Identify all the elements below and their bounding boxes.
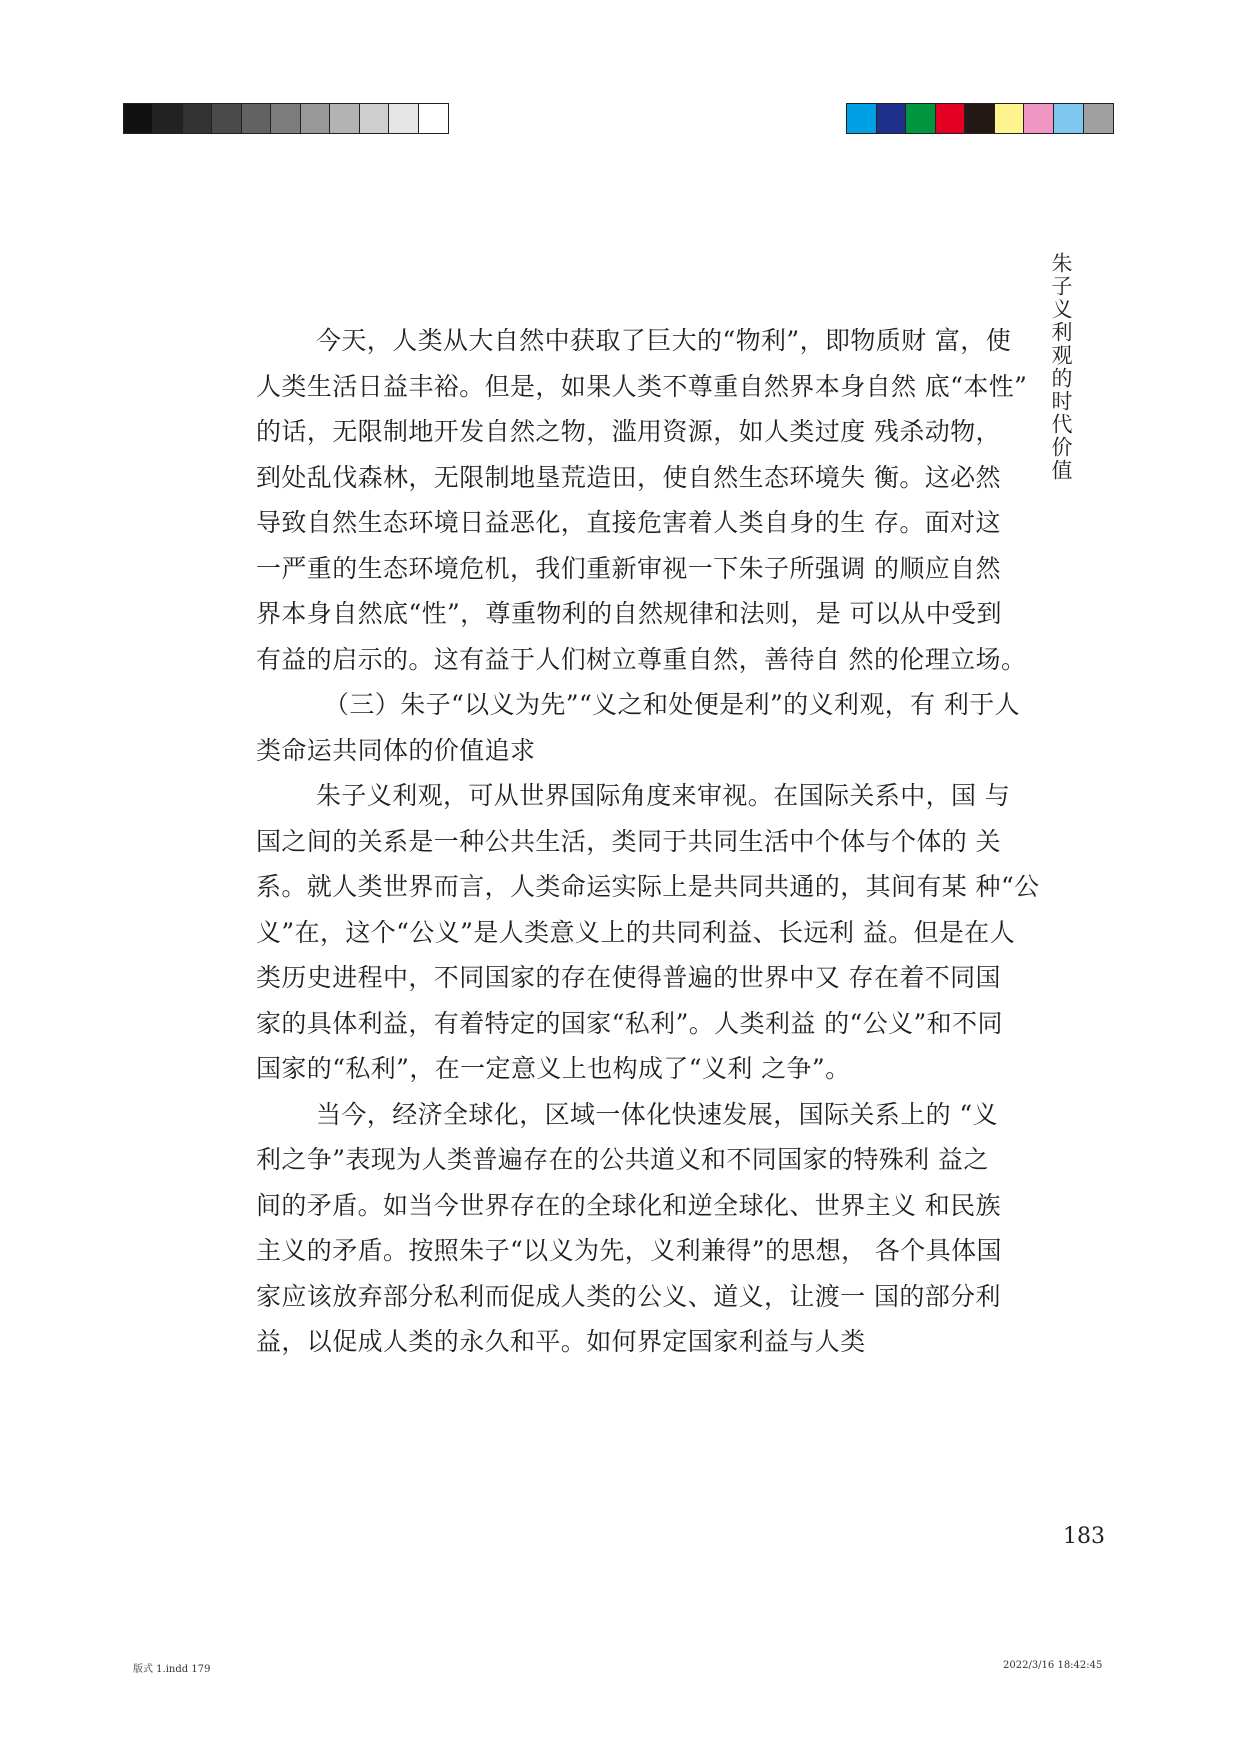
body-line: 主义的矛盾。按照朱子“以义为先，义利兼得”的思想， 各个具体国 bbox=[256, 1236, 1002, 1265]
body-line: 类命运共同体的价值追求 bbox=[256, 735, 536, 765]
body-line: 国家的“私利”，在一定意义上也构成了“义利 之争”。 bbox=[256, 1054, 851, 1083]
gray-swatch-6 bbox=[271, 104, 300, 133]
footer-timestamp: 2022/3/16 18:42:45 bbox=[1003, 1660, 1103, 1671]
body-line: 家的具体利益，有着特定的国家“私利”。人类利益 的“公义”和不同 bbox=[256, 1008, 1003, 1038]
color-swatch-1 bbox=[847, 104, 877, 133]
gray-swatch-4 bbox=[212, 104, 241, 133]
gray-swatch-10 bbox=[389, 104, 418, 133]
body-line: 国之间的关系是一种公共生活，类同于共同生活中个体与个体的 关 bbox=[256, 826, 1001, 856]
body-line: 间的矛盾。如当今世界存在的全球化和逆全球化、世界主义 和民族 bbox=[256, 1190, 1001, 1220]
color-swatch-2 bbox=[877, 104, 907, 133]
body-line: 到处乱伐森林，无限制地垦荒造田，使自然生态环境失 衡。这必然 bbox=[256, 462, 1001, 492]
color-swatch-7 bbox=[1024, 104, 1054, 133]
body-line: 一严重的生态环境危机，我们重新审视一下朱子所强调 的顺应自然 bbox=[256, 553, 1001, 583]
body-line: 界本身自然底“性”，尊重物利的自然规律和法则，是 可以从中受到 bbox=[256, 599, 1002, 628]
body-text bbox=[256, 318, 1040, 1365]
gray-swatch-11 bbox=[419, 104, 448, 133]
body-line: 朱子义利观，可从世界国际角度来审视。在国际关系中，国 与 bbox=[316, 781, 1011, 810]
body-line: 导致自然生态环境日益恶化，直接危害着人类自身的生 存。面对这 bbox=[256, 508, 1001, 537]
body-line: 义”在，这个“公义”是人类意义上的共同利益、长远利 益。但是在人 bbox=[256, 917, 1016, 947]
body-line: 利之争”表现为人类普遍存在的公共道义和不同国家的特殊利 益之 bbox=[256, 1145, 989, 1174]
gray-swatch-5 bbox=[242, 104, 271, 133]
gray-swatch-2 bbox=[153, 104, 182, 133]
body-line: 有益的启示的。这有益于人们树立尊重自然，善待自 然的伦理立场。 bbox=[256, 644, 1027, 674]
gray-swatch-9 bbox=[360, 104, 389, 133]
body-line: 家应该放弃部分私利而促成人类的公义、道义，让渡一 国的部分利 bbox=[256, 1281, 1001, 1311]
section-heading-line: （三）朱子“以义为先”“义之和处便是利”的义利观，有 利于人 bbox=[324, 690, 1021, 719]
footer-file-label: 版式 1.indd 179 bbox=[133, 1664, 211, 1675]
gray-swatch-3 bbox=[183, 104, 212, 133]
gray-swatch-7 bbox=[301, 104, 330, 133]
body-line: 当今，经济全球化，区域一体化快速发展，国际关系上的 “义 bbox=[316, 1099, 998, 1129]
color-swatch-4 bbox=[936, 104, 966, 133]
grayscale-calibration-bar bbox=[123, 103, 449, 134]
gray-swatch-1 bbox=[124, 104, 153, 133]
running-head: 朱子义利观的时代价值 bbox=[1049, 252, 1073, 482]
color-swatch-8 bbox=[1054, 104, 1084, 133]
color-swatch-5 bbox=[965, 104, 995, 133]
page-number: 183 bbox=[1063, 1524, 1105, 1549]
body-line: 系。就人类世界而言，人类命运实际上是共同共通的，其间有某 种“公 bbox=[256, 872, 1040, 901]
body-line: 人类生活日益丰裕。但是，如果人类不尊重自然界本身自然 底“本性” bbox=[256, 371, 1028, 401]
body-line: 益，以促成人类的永久和平。如何界定国家利益与人类 bbox=[256, 1327, 866, 1356]
color-swatch-9 bbox=[1084, 104, 1114, 133]
color-swatch-3 bbox=[906, 104, 936, 133]
color-swatch-6 bbox=[995, 104, 1025, 133]
body-line: 的话，无限制地开发自然之物，滥用资源，如人类过度 残杀动物， bbox=[256, 417, 1001, 446]
body-line: 今天，人类从大自然中获取了巨大的“物利”，即物质财 富，使 bbox=[316, 326, 1012, 355]
body-line: 类历史进程中，不同国家的存在使得普遍的世界中又 存在着不同国 bbox=[256, 963, 1001, 992]
gray-swatch-8 bbox=[330, 104, 359, 133]
color-calibration-bar bbox=[846, 103, 1114, 134]
